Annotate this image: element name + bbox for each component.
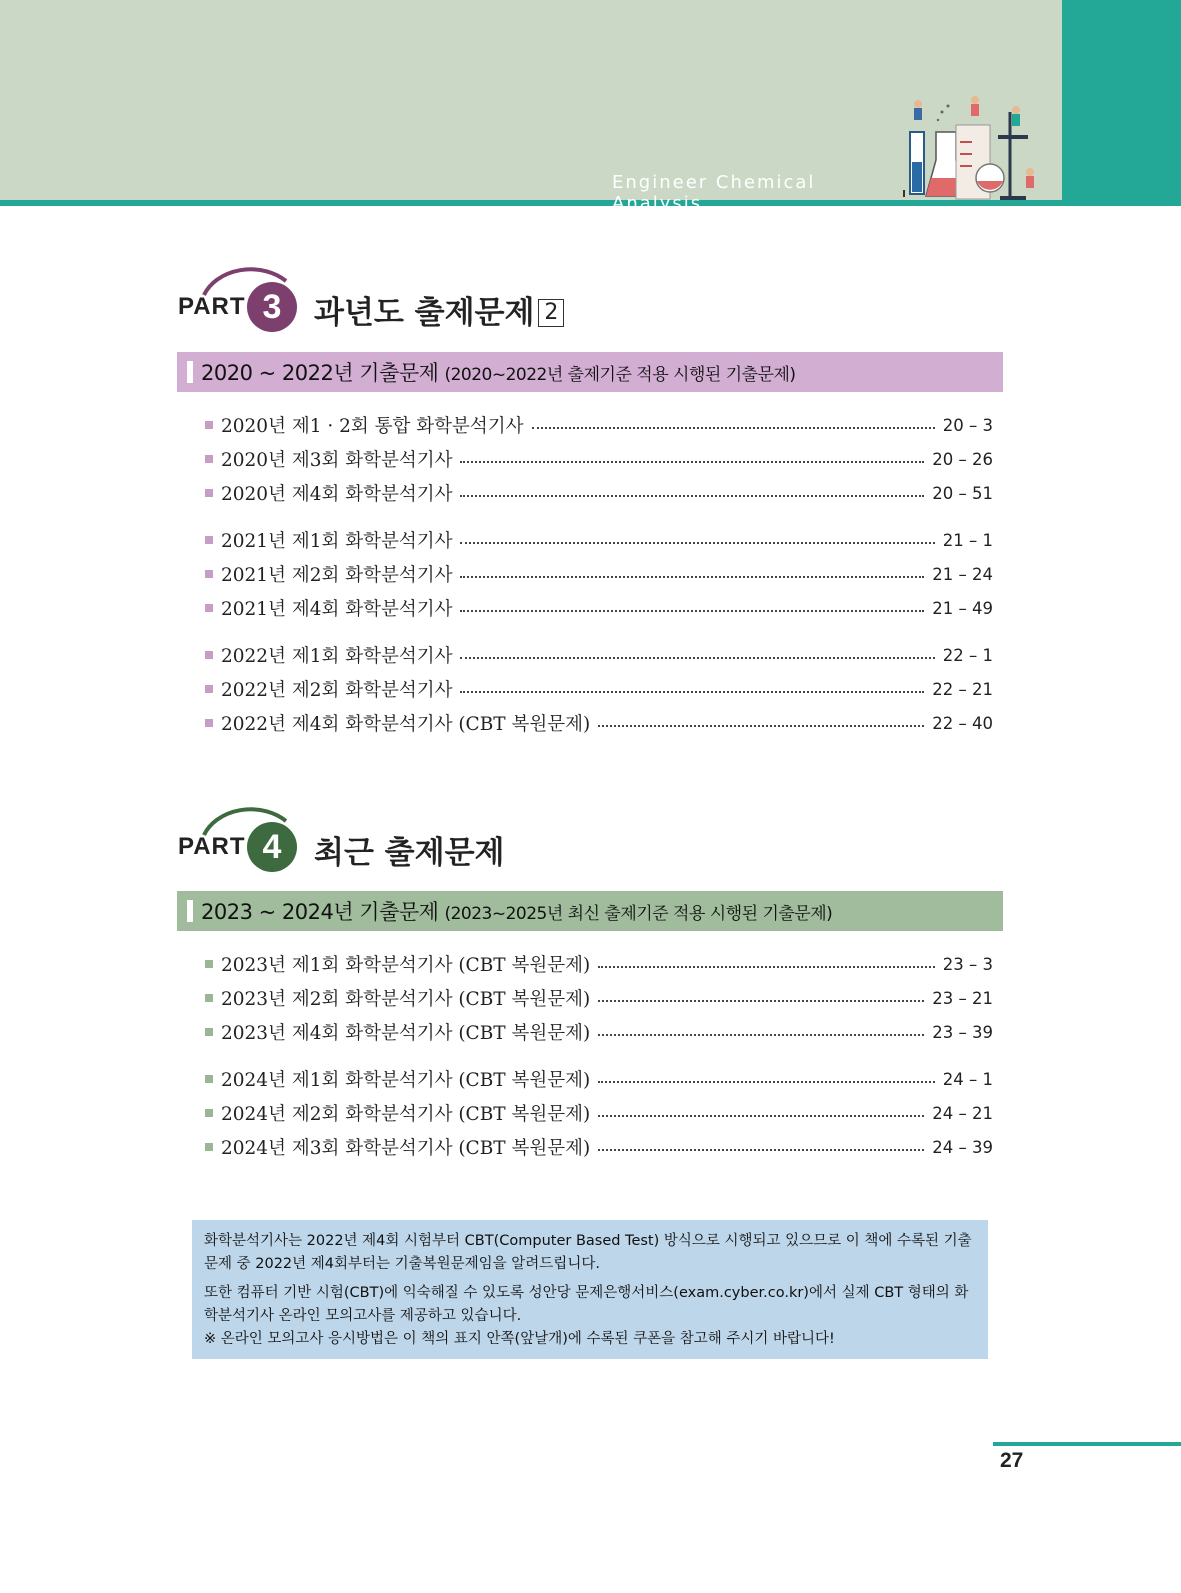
- part4-number-badge: 4: [247, 822, 297, 872]
- dot-leader: [598, 1000, 924, 1002]
- bullet-icon: [205, 960, 213, 968]
- header-accent: [1062, 0, 1181, 206]
- dot-leader: [460, 657, 934, 659]
- toc-item-title: 2022년 제1회 화학분석기사: [221, 646, 453, 667]
- section-marker: [187, 361, 193, 383]
- toc-item[interactable]: [205, 947, 993, 981]
- page-number: 27: [1000, 1449, 1024, 1472]
- bullet-icon: [205, 719, 213, 727]
- bullet-icon: [205, 570, 213, 578]
- toc-item[interactable]: [205, 672, 993, 706]
- toc-item-page: 22 – 21: [932, 679, 993, 699]
- toc-item-page: 20 – 26: [932, 449, 993, 469]
- dot-leader: [598, 1081, 935, 1083]
- part4-heading: [178, 805, 878, 875]
- toc-item-page: 24 – 21: [932, 1103, 993, 1123]
- bullet-icon: [205, 421, 213, 429]
- toc-item-title: 2022년 제2회 화학분석기사: [221, 680, 453, 701]
- toc-item-title: 2022년 제4회 화학분석기사 (CBT 복원문제): [221, 714, 591, 735]
- cbt-notice-box: [192, 1220, 988, 1359]
- toc-item-page: 22 – 1: [942, 645, 993, 665]
- toc-item[interactable]: [205, 591, 993, 625]
- dot-leader: [460, 461, 924, 463]
- part3-section-main: 2020 ~ 2022년 기출문제: [201, 361, 439, 385]
- bullet-icon: [205, 536, 213, 544]
- toc-item-title: 2023년 제1회 화학분석기사 (CBT 복원문제): [221, 955, 591, 976]
- bullet-icon: [205, 1028, 213, 1036]
- part3-number-badge: 3: [247, 282, 297, 332]
- toc-item[interactable]: [205, 557, 993, 591]
- toc-item[interactable]: [205, 408, 993, 442]
- bullet-icon: [205, 604, 213, 612]
- header-subtitle: Engineer Chemical Analysis: [612, 172, 816, 214]
- toc-item-title: 2021년 제2회 화학분석기사: [221, 565, 453, 586]
- toc-item[interactable]: [205, 442, 993, 476]
- notice-paragraph-1: 화학분석기사는 2022년 제4회 시험부터 CBT(Computer Based Test) 방식으로 시행되고 있으므로 이 책에 수록된 기출문제 중 2022년 제4회부터는 기출복원문제임을 알려드립니다.: [204, 1233, 972, 1272]
- bullet-icon: [205, 489, 213, 497]
- part3-title-box: 2: [538, 299, 564, 327]
- toc-item-page: 21 – 1: [942, 530, 993, 550]
- toc-item-title: 2020년 제1 · 2회 통합 화학분석기사: [221, 416, 524, 437]
- bullet-icon: [205, 455, 213, 463]
- toc-item[interactable]: [205, 523, 993, 557]
- toc-item-page: 20 – 51: [932, 483, 993, 503]
- part3-title: [314, 287, 564, 332]
- notice-paragraph-3: ※ 온라인 모의고사 응시방법은 이 책의 표지 안쪽(앞날개)에 수록된 쿠폰을 참고해 주시기 바랍니다!: [204, 1331, 835, 1347]
- bullet-icon: [205, 685, 213, 693]
- bullet-icon: [205, 994, 213, 1002]
- dot-leader: [598, 1149, 924, 1151]
- toc-item-title: 2020년 제4회 화학분석기사: [221, 484, 453, 505]
- dot-leader: [598, 1034, 924, 1036]
- part3-heading: [178, 265, 878, 335]
- part3-toc-list: [205, 408, 993, 740]
- dot-leader: [598, 725, 924, 727]
- part3-section-bar: [177, 352, 1003, 392]
- part3-title-text: 과년도 출제문제: [314, 295, 535, 331]
- toc-item[interactable]: [205, 1096, 993, 1130]
- dot-leader: [460, 542, 934, 544]
- part4-title: 최근 출제문제: [314, 835, 505, 871]
- toc-item-page: 22 – 40: [932, 713, 993, 733]
- toc-item[interactable]: [205, 1015, 993, 1049]
- toc-item-page: 21 – 24: [932, 564, 993, 584]
- toc-item-title: 2024년 제3회 화학분석기사 (CBT 복원문제): [221, 1138, 591, 1159]
- notice-paragraph-2: 또한 컴퓨터 기반 시험(CBT)에 익숙해질 수 있도록 성안당 문제은행서비스(exam.cyber.co.kr)에서 실제 CBT 형태의 화학분석기사 온라인 모의고사를 제공하고 있습니다.: [204, 1285, 969, 1324]
- part4-toc-list: [205, 947, 993, 1164]
- toc-item-page: 20 – 3: [942, 415, 993, 435]
- dot-leader: [532, 427, 935, 429]
- toc-item[interactable]: [205, 1062, 993, 1096]
- toc-item-page: 23 – 3: [942, 954, 993, 974]
- toc-item[interactable]: [205, 638, 993, 672]
- toc-item-page: 21 – 49: [932, 598, 993, 618]
- toc-item-title: 2021년 제4회 화학분석기사: [221, 599, 453, 620]
- chemistry-lab-illustration-icon: [900, 92, 1050, 217]
- toc-item[interactable]: [205, 1130, 993, 1164]
- bullet-icon: [205, 1075, 213, 1083]
- dot-leader: [598, 966, 935, 968]
- part4-section-bar: [177, 891, 1003, 931]
- toc-item-title: 2024년 제1회 화학분석기사 (CBT 복원문제): [221, 1070, 591, 1091]
- toc-item[interactable]: [205, 476, 993, 510]
- bullet-icon: [205, 1109, 213, 1117]
- toc-item-page: 23 – 39: [932, 1022, 993, 1042]
- part4-section-main: 2023 ~ 2024년 기출문제: [201, 900, 439, 924]
- dot-leader: [598, 1115, 924, 1117]
- toc-item-page: 24 – 39: [932, 1137, 993, 1157]
- part3-section-sub: (2020~2022년 출제기준 적용 시행된 기출문제): [444, 364, 796, 385]
- part4-label: PART: [178, 833, 246, 860]
- page-number-rule: [993, 1442, 1181, 1446]
- toc-item-title: 2023년 제2회 화학분석기사 (CBT 복원문제): [221, 989, 591, 1010]
- dot-leader: [460, 610, 924, 612]
- dot-leader: [460, 576, 924, 578]
- toc-item-page: 23 – 21: [932, 988, 993, 1008]
- toc-item[interactable]: [205, 706, 993, 740]
- toc-item-page: 24 – 1: [942, 1069, 993, 1089]
- toc-item-title: 2021년 제1회 화학분석기사: [221, 531, 453, 552]
- section-marker: [187, 900, 193, 922]
- toc-item-title: 2020년 제3회 화학분석기사: [221, 450, 453, 471]
- toc-item-title: 2024년 제2회 화학분석기사 (CBT 복원문제): [221, 1104, 591, 1125]
- part3-label: PART: [178, 293, 246, 320]
- part4-section-sub: (2023~2025년 최신 출제기준 적용 시행된 기출문제): [444, 903, 833, 924]
- bullet-icon: [205, 1143, 213, 1151]
- toc-item-title: 2023년 제4회 화학분석기사 (CBT 복원문제): [221, 1023, 591, 1044]
- toc-item[interactable]: [205, 981, 993, 1015]
- dot-leader: [460, 691, 924, 693]
- bullet-icon: [205, 651, 213, 659]
- dot-leader: [460, 495, 924, 497]
